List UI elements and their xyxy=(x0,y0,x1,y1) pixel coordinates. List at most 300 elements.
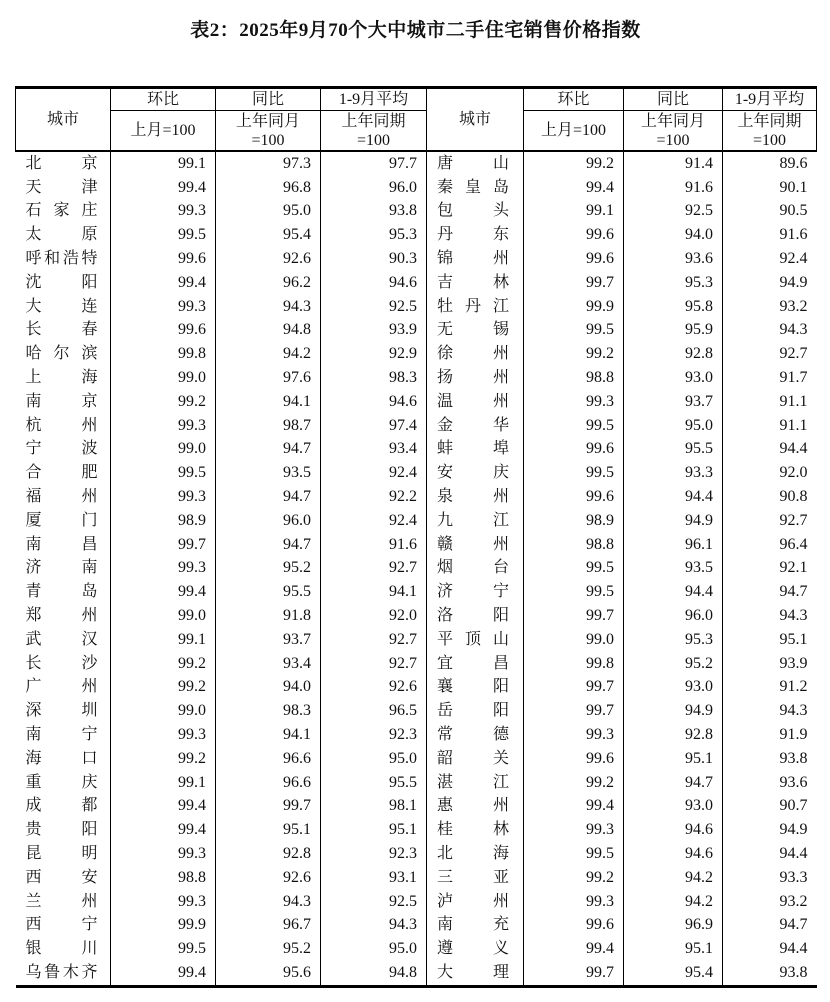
yoy-value-cell: 94.7 xyxy=(624,771,723,795)
city-name: 海口 xyxy=(25,749,98,767)
table-row xyxy=(16,200,817,224)
city-cell xyxy=(427,557,524,581)
mom-value-cell: 99.6 xyxy=(524,223,624,247)
avg-value-cell: 93.8 xyxy=(723,961,817,986)
city-cell xyxy=(427,200,524,224)
city-cell xyxy=(427,604,524,628)
city-name: 深圳 xyxy=(25,702,98,720)
yoy-value-cell: 94.0 xyxy=(624,223,723,247)
mom-value-cell: 99.3 xyxy=(524,390,624,414)
yoy-value-cell: 97.3 xyxy=(216,151,321,176)
avg-value-cell: 92.4 xyxy=(321,509,427,533)
yoy-value-cell: 94.8 xyxy=(216,319,321,343)
city-cell xyxy=(427,533,524,557)
table-row xyxy=(16,557,817,581)
city-cell xyxy=(427,747,524,771)
header-avg-right: 1-9月平均 xyxy=(723,88,817,111)
yoy-value-cell: 94.2 xyxy=(216,342,321,366)
avg-value-cell: 98.3 xyxy=(321,366,427,390)
table-row xyxy=(16,342,817,366)
city-cell xyxy=(427,223,524,247)
header-avg-left: 1-9月平均 xyxy=(321,88,427,111)
city-cell xyxy=(427,366,524,390)
header-avg-base-line2: =100 xyxy=(752,131,787,149)
mom-value-cell: 99.3 xyxy=(524,890,624,914)
yoy-value-cell: 94.3 xyxy=(216,295,321,319)
city-cell xyxy=(16,842,111,866)
yoy-value-cell: 92.8 xyxy=(216,842,321,866)
mom-value-cell: 99.3 xyxy=(111,200,216,224)
city-name: 三亚 xyxy=(437,868,509,886)
mom-value-cell: 99.6 xyxy=(111,247,216,271)
city-cell xyxy=(427,342,524,366)
city-name: 厦门 xyxy=(25,511,98,529)
city-name: 包头 xyxy=(437,202,509,220)
city-cell xyxy=(16,200,111,224)
table-row xyxy=(16,818,817,842)
city-name: 天津 xyxy=(25,178,98,196)
city-name: 吉林 xyxy=(437,273,509,291)
avg-value-cell: 90.5 xyxy=(723,200,817,224)
city-name: 韶关 xyxy=(437,749,509,767)
city-name: 徐州 xyxy=(437,345,509,363)
avg-value-cell: 90.7 xyxy=(723,795,817,819)
mom-value-cell: 99.4 xyxy=(524,176,624,200)
avg-value-cell: 94.3 xyxy=(723,319,817,343)
yoy-value-cell: 96.9 xyxy=(624,914,723,938)
yoy-value-cell: 95.3 xyxy=(624,271,723,295)
avg-value-cell: 96.4 xyxy=(723,533,817,557)
avg-value-cell: 92.5 xyxy=(321,890,427,914)
yoy-value-cell: 93.7 xyxy=(624,390,723,414)
table-row xyxy=(16,795,817,819)
mom-value-cell: 99.0 xyxy=(111,366,216,390)
city-name: 青岛 xyxy=(25,583,98,601)
table-title: 表2：2025年9月70个大中城市二手住宅销售价格指数 xyxy=(190,20,641,41)
mom-value-cell: 99.2 xyxy=(524,342,624,366)
city-cell xyxy=(16,652,111,676)
mom-value-cell: 98.8 xyxy=(111,866,216,890)
city-name: 广州 xyxy=(25,678,98,696)
avg-value-cell: 91.9 xyxy=(723,723,817,747)
mom-value-cell: 99.2 xyxy=(111,652,216,676)
mom-value-cell: 99.7 xyxy=(111,533,216,557)
table-row xyxy=(16,961,817,986)
city-name: 秦皇岛 xyxy=(437,178,509,196)
yoy-value-cell: 98.7 xyxy=(216,414,321,438)
avg-value-cell: 91.6 xyxy=(321,533,427,557)
table-row xyxy=(16,676,817,700)
mom-value-cell: 99.4 xyxy=(524,937,624,961)
avg-value-cell: 94.4 xyxy=(723,438,817,462)
city-cell xyxy=(427,699,524,723)
yoy-value-cell: 95.4 xyxy=(624,961,723,986)
mom-value-cell: 99.5 xyxy=(524,842,624,866)
city-name: 金华 xyxy=(437,416,509,434)
city-name: 杭州 xyxy=(25,416,98,434)
city-name: 长沙 xyxy=(25,654,98,672)
city-cell xyxy=(427,628,524,652)
mom-value-cell: 99.1 xyxy=(111,771,216,795)
city-cell xyxy=(427,151,524,176)
city-name: 南充 xyxy=(437,916,509,934)
avg-value-cell: 95.0 xyxy=(321,937,427,961)
yoy-value-cell: 94.9 xyxy=(624,509,723,533)
avg-value-cell: 97.7 xyxy=(321,151,427,176)
table-row xyxy=(16,223,817,247)
yoy-value-cell: 94.2 xyxy=(624,866,723,890)
city-name: 南宁 xyxy=(25,726,98,744)
table-row xyxy=(16,151,817,176)
city-cell xyxy=(427,509,524,533)
city-cell xyxy=(16,223,111,247)
header-yoy-base-right xyxy=(624,111,723,152)
city-name: 西宁 xyxy=(25,916,98,934)
mom-value-cell: 99.5 xyxy=(524,557,624,581)
yoy-value-cell: 94.7 xyxy=(216,438,321,462)
yoy-value-cell: 94.2 xyxy=(624,890,723,914)
header-city-left: 城市 xyxy=(16,88,111,152)
yoy-value-cell: 91.4 xyxy=(624,151,723,176)
mom-value-cell: 99.2 xyxy=(524,866,624,890)
yoy-value-cell: 93.4 xyxy=(216,652,321,676)
mom-value-cell: 99.5 xyxy=(524,580,624,604)
avg-value-cell: 93.9 xyxy=(723,652,817,676)
mom-value-cell: 99.7 xyxy=(524,961,624,986)
city-cell xyxy=(16,485,111,509)
table-row xyxy=(16,533,817,557)
city-cell xyxy=(16,747,111,771)
header-avg-base-left xyxy=(321,111,427,152)
city-cell xyxy=(16,580,111,604)
city-cell xyxy=(427,890,524,914)
city-name: 郑州 xyxy=(25,607,98,625)
avg-value-cell: 93.1 xyxy=(321,866,427,890)
mom-value-cell: 99.7 xyxy=(524,676,624,700)
yoy-value-cell: 94.7 xyxy=(216,533,321,557)
city-name: 南京 xyxy=(25,392,98,410)
mom-value-cell: 99.2 xyxy=(524,151,624,176)
mom-value-cell: 99.4 xyxy=(111,580,216,604)
header-mom-base-left: 上月=100 xyxy=(111,111,216,152)
mom-value-cell: 99.4 xyxy=(111,271,216,295)
table-row xyxy=(16,319,817,343)
city-name: 西安 xyxy=(25,868,98,886)
city-cell xyxy=(16,461,111,485)
yoy-value-cell: 95.2 xyxy=(216,937,321,961)
yoy-value-cell: 96.7 xyxy=(216,914,321,938)
header-avg-base-line1: 上年同期 xyxy=(341,112,406,130)
table-row xyxy=(16,937,817,961)
avg-value-cell: 98.1 xyxy=(321,795,427,819)
city-name: 昆明 xyxy=(25,845,98,862)
city-name: 无锡 xyxy=(437,321,509,339)
yoy-value-cell: 96.0 xyxy=(216,509,321,533)
yoy-value-cell: 92.8 xyxy=(624,342,723,366)
mom-value-cell: 99.7 xyxy=(524,604,624,628)
mom-value-cell: 99.5 xyxy=(111,223,216,247)
yoy-value-cell: 96.6 xyxy=(216,771,321,795)
avg-value-cell: 92.7 xyxy=(723,509,817,533)
yoy-value-cell: 93.6 xyxy=(624,247,723,271)
header-mom-right: 环比 xyxy=(524,88,624,111)
mom-value-cell: 99.6 xyxy=(524,247,624,271)
avg-value-cell: 94.9 xyxy=(723,271,817,295)
city-cell xyxy=(427,319,524,343)
city-name: 哈尔滨 xyxy=(25,345,98,363)
yoy-value-cell: 95.5 xyxy=(216,580,321,604)
yoy-value-cell: 96.2 xyxy=(216,271,321,295)
mom-value-cell: 99.5 xyxy=(524,319,624,343)
avg-value-cell: 94.8 xyxy=(321,961,427,986)
table-row xyxy=(16,580,817,604)
city-cell xyxy=(16,414,111,438)
price-index-table xyxy=(15,86,817,988)
mom-value-cell: 99.0 xyxy=(111,604,216,628)
city-name: 襄阳 xyxy=(437,678,509,696)
city-name: 常德 xyxy=(437,726,509,744)
mom-value-cell: 99.7 xyxy=(524,271,624,295)
city-cell xyxy=(16,366,111,390)
mom-value-cell: 99.4 xyxy=(524,795,624,819)
avg-value-cell: 92.7 xyxy=(723,342,817,366)
mom-value-cell: 99.1 xyxy=(111,628,216,652)
avg-value-cell: 94.3 xyxy=(321,914,427,938)
mom-value-cell: 99.3 xyxy=(111,485,216,509)
table-row xyxy=(16,771,817,795)
table-row xyxy=(16,652,817,676)
yoy-value-cell: 95.3 xyxy=(624,628,723,652)
mom-value-cell: 99.4 xyxy=(111,818,216,842)
city-name: 桂林 xyxy=(437,821,509,839)
avg-value-cell: 92.7 xyxy=(321,557,427,581)
mom-value-cell: 99.3 xyxy=(111,557,216,581)
yoy-value-cell: 94.6 xyxy=(624,818,723,842)
city-name: 宁波 xyxy=(25,440,98,458)
city-cell xyxy=(427,676,524,700)
yoy-value-cell: 95.2 xyxy=(624,652,723,676)
avg-value-cell: 93.3 xyxy=(723,866,817,890)
city-cell xyxy=(16,390,111,414)
yoy-value-cell: 92.6 xyxy=(216,866,321,890)
avg-value-cell: 91.1 xyxy=(723,414,817,438)
yoy-value-cell: 95.6 xyxy=(216,961,321,986)
header-yoy-base-line2: =100 xyxy=(251,131,285,149)
mom-value-cell: 99.0 xyxy=(524,628,624,652)
yoy-value-cell: 95.0 xyxy=(624,414,723,438)
yoy-value-cell: 95.5 xyxy=(624,438,723,462)
mom-value-cell: 99.4 xyxy=(111,961,216,986)
avg-value-cell: 91.1 xyxy=(723,390,817,414)
yoy-value-cell: 94.3 xyxy=(216,890,321,914)
avg-value-cell: 94.7 xyxy=(723,580,817,604)
city-name: 乌鲁木齐 xyxy=(25,963,98,981)
city-name: 牡丹江 xyxy=(437,297,509,315)
city-cell xyxy=(16,628,111,652)
city-name: 锦州 xyxy=(437,250,509,268)
table-row xyxy=(16,366,817,390)
mom-value-cell: 99.2 xyxy=(111,390,216,414)
city-cell xyxy=(16,247,111,271)
mom-value-cell: 99.9 xyxy=(524,295,624,319)
city-cell xyxy=(16,342,111,366)
avg-value-cell: 92.1 xyxy=(723,557,817,581)
avg-value-cell: 89.6 xyxy=(723,151,817,176)
avg-value-cell: 93.4 xyxy=(321,438,427,462)
city-name: 石家庄 xyxy=(25,202,98,220)
city-cell xyxy=(16,866,111,890)
avg-value-cell: 92.7 xyxy=(321,652,427,676)
mom-value-cell: 99.6 xyxy=(524,747,624,771)
table-row xyxy=(16,414,817,438)
mom-value-cell: 98.9 xyxy=(524,509,624,533)
mom-value-cell: 99.5 xyxy=(111,937,216,961)
mom-value-cell: 99.1 xyxy=(524,200,624,224)
yoy-value-cell: 94.9 xyxy=(624,699,723,723)
yoy-value-cell: 99.7 xyxy=(216,795,321,819)
city-name: 成都 xyxy=(25,797,98,815)
city-cell xyxy=(427,652,524,676)
city-name: 岳阳 xyxy=(437,702,509,720)
mom-value-cell: 99.6 xyxy=(524,914,624,938)
header-yoy-base-line2: =100 xyxy=(656,131,690,149)
avg-value-cell: 94.3 xyxy=(723,604,817,628)
mom-value-cell: 99.3 xyxy=(111,295,216,319)
avg-value-cell: 92.2 xyxy=(321,485,427,509)
city-name: 蚌埠 xyxy=(437,440,509,458)
yoy-value-cell: 95.1 xyxy=(624,937,723,961)
city-name: 北海 xyxy=(437,845,509,862)
avg-value-cell: 97.4 xyxy=(321,414,427,438)
yoy-value-cell: 94.7 xyxy=(216,485,321,509)
mom-value-cell: 99.7 xyxy=(524,699,624,723)
table-row xyxy=(16,890,817,914)
city-cell xyxy=(16,818,111,842)
yoy-value-cell: 94.0 xyxy=(216,676,321,700)
avg-value-cell: 92.4 xyxy=(321,461,427,485)
avg-value-cell: 93.2 xyxy=(723,890,817,914)
city-name: 大理 xyxy=(437,963,509,981)
avg-value-cell: 93.6 xyxy=(723,771,817,795)
avg-value-cell: 96.0 xyxy=(321,176,427,200)
table-row xyxy=(16,461,817,485)
yoy-value-cell: 93.7 xyxy=(216,628,321,652)
city-name: 兰州 xyxy=(25,892,98,910)
city-name: 唐山 xyxy=(437,154,509,172)
avg-value-cell: 94.4 xyxy=(723,842,817,866)
header-yoy-left: 同比 xyxy=(216,88,321,111)
yoy-value-cell: 95.1 xyxy=(624,747,723,771)
table-header xyxy=(16,88,817,152)
city-cell xyxy=(16,295,111,319)
avg-value-cell: 93.2 xyxy=(723,295,817,319)
table-row xyxy=(16,271,817,295)
header-yoy-base-left xyxy=(216,111,321,152)
city-name: 北京 xyxy=(25,154,98,172)
yoy-value-cell: 94.6 xyxy=(624,842,723,866)
city-cell xyxy=(427,461,524,485)
table-row xyxy=(16,485,817,509)
city-cell xyxy=(427,414,524,438)
avg-value-cell: 90.1 xyxy=(723,176,817,200)
city-name: 济南 xyxy=(25,559,98,577)
avg-value-cell: 92.3 xyxy=(321,842,427,866)
city-name: 扬州 xyxy=(437,369,509,387)
city-name: 烟台 xyxy=(437,559,509,577)
mom-value-cell: 98.8 xyxy=(524,533,624,557)
yoy-value-cell: 93.5 xyxy=(216,461,321,485)
table-row xyxy=(16,390,817,414)
yoy-value-cell: 91.6 xyxy=(624,176,723,200)
city-cell xyxy=(16,795,111,819)
mom-value-cell: 99.6 xyxy=(111,319,216,343)
mom-value-cell: 99.4 xyxy=(111,795,216,819)
mom-value-cell: 99.3 xyxy=(524,723,624,747)
city-cell xyxy=(427,438,524,462)
city-cell xyxy=(16,771,111,795)
city-cell xyxy=(16,438,111,462)
city-name: 合肥 xyxy=(25,464,98,482)
city-cell xyxy=(16,914,111,938)
table-row xyxy=(16,723,817,747)
yoy-value-cell: 96.0 xyxy=(624,604,723,628)
yoy-value-cell: 94.1 xyxy=(216,723,321,747)
city-name: 赣州 xyxy=(437,535,509,553)
yoy-value-cell: 95.0 xyxy=(216,200,321,224)
city-cell xyxy=(16,937,111,961)
avg-value-cell: 93.8 xyxy=(321,200,427,224)
mom-value-cell: 99.0 xyxy=(111,438,216,462)
city-name: 温州 xyxy=(437,392,509,410)
avg-value-cell: 92.5 xyxy=(321,295,427,319)
avg-value-cell: 94.6 xyxy=(321,271,427,295)
mom-value-cell: 99.6 xyxy=(524,485,624,509)
avg-value-cell: 92.9 xyxy=(321,342,427,366)
avg-value-cell: 93.8 xyxy=(723,747,817,771)
city-cell xyxy=(16,176,111,200)
yoy-value-cell: 98.3 xyxy=(216,699,321,723)
city-name: 沈阳 xyxy=(25,273,98,291)
avg-value-cell: 94.4 xyxy=(723,937,817,961)
yoy-value-cell: 94.4 xyxy=(624,580,723,604)
table-row xyxy=(16,247,817,271)
city-name: 湛江 xyxy=(437,773,509,791)
avg-value-cell: 91.6 xyxy=(723,223,817,247)
mom-value-cell: 99.1 xyxy=(111,151,216,176)
city-cell xyxy=(427,295,524,319)
mom-value-cell: 98.9 xyxy=(111,509,216,533)
header-avg-base-line1: 上年同期 xyxy=(737,112,802,130)
yoy-value-cell: 93.0 xyxy=(624,366,723,390)
mom-value-cell: 99.2 xyxy=(524,771,624,795)
header-yoy-base-line1: 上年同月 xyxy=(640,112,705,130)
avg-value-cell: 91.2 xyxy=(723,676,817,700)
city-cell xyxy=(427,866,524,890)
city-cell xyxy=(16,890,111,914)
yoy-value-cell: 94.4 xyxy=(624,485,723,509)
city-name: 丹东 xyxy=(437,226,509,244)
city-cell xyxy=(427,795,524,819)
city-name: 呼和浩特 xyxy=(25,250,98,268)
table-row xyxy=(16,438,817,462)
avg-value-cell: 94.6 xyxy=(321,390,427,414)
avg-value-cell: 92.6 xyxy=(321,676,427,700)
city-cell xyxy=(427,247,524,271)
city-cell xyxy=(427,842,524,866)
yoy-value-cell: 96.8 xyxy=(216,176,321,200)
city-name: 上海 xyxy=(25,369,98,387)
avg-value-cell: 92.4 xyxy=(723,247,817,271)
